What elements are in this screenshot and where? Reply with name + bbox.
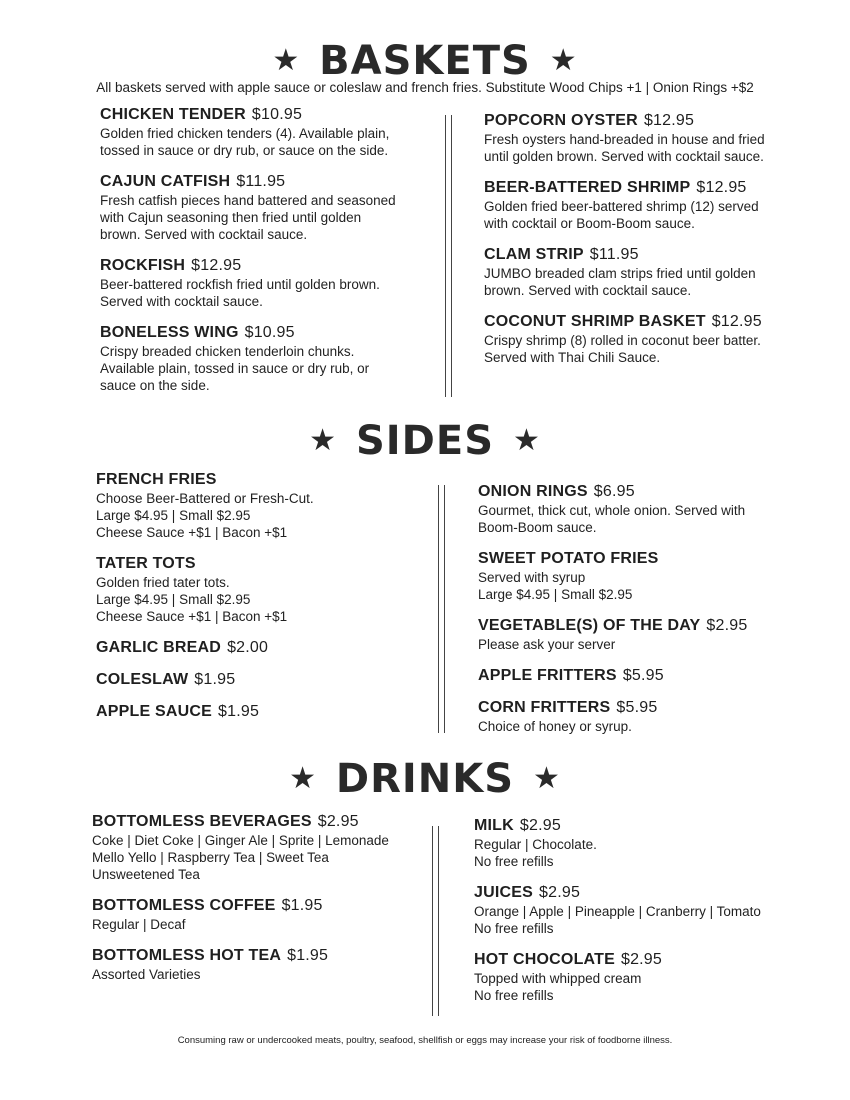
menu-item (96, 671, 436, 689)
menu-item (96, 703, 436, 721)
menu-item-header (96, 703, 436, 721)
menu-item-price: $11.95 (236, 173, 286, 190)
menu-item-name: BOTTOMLESS COFFEE (92, 897, 276, 914)
sides-heading (0, 418, 850, 464)
menu-item-header (484, 313, 824, 331)
sides-right-column (478, 483, 818, 749)
menu-item (484, 112, 824, 165)
star-icon: ★ (272, 43, 301, 78)
star-icon: ★ (533, 761, 561, 796)
menu-item-name: COLESLAW (96, 671, 189, 688)
menu-item-description: Fresh catfish pieces hand battered and seasoned with Cajun seasoning then fried until golden brown. Served with cocktail sauce. (100, 193, 396, 242)
menu-item (474, 817, 814, 870)
drinks-heading (0, 756, 850, 802)
menu-item-description: Golden fried chicken tenders (4). Available plain, tossed in sauce or dry rub, or sauce on the side. (100, 126, 390, 158)
menu-item-price: $2.00 (227, 639, 269, 656)
menu-item-header (96, 671, 436, 689)
menu-item-description: Coke | Diet Coke | Ginger Ale | Sprite | Lemonade Mello Yello | Raspberry Tea | Sweet Tea Unsweetened Tea (92, 833, 389, 882)
menu-item-name: FRENCH FRIES (96, 471, 217, 488)
menu-item-description: Choose Beer-Battered or Fresh-Cut. Large $4.95 | Small $2.95 Cheese Sauce +$1 | Bacon +$1 (96, 491, 314, 540)
menu-item-price: $11.95 (589, 246, 639, 263)
menu-item-description: Golden fried tater tots. Large $4.95 | Small $2.95 Cheese Sauce +$1 | Bacon +$1 (96, 575, 288, 624)
menu-item-price: $5.95 (616, 699, 658, 716)
menu-item (474, 884, 814, 937)
menu-item-price: $1.95 (287, 947, 329, 964)
menu-item-header (100, 324, 440, 342)
menu-item-header (92, 947, 432, 965)
menu-item-name: VEGETABLE(S) OF THE DAY (478, 617, 701, 634)
menu-item-name: APPLE SAUCE (96, 703, 212, 720)
menu-item-header (478, 617, 818, 635)
menu-item-name: ONION RINGS (478, 483, 588, 500)
menu-item-name: APPLE FRITTERS (478, 667, 617, 684)
sides-left-column (96, 471, 436, 735)
menu-item (478, 483, 818, 536)
menu-item-header (96, 555, 436, 573)
menu-item-price: $2.95 (706, 617, 748, 634)
menu-item (100, 324, 440, 394)
menu-item-price: $1.95 (194, 671, 236, 688)
star-icon: ★ (309, 423, 338, 458)
menu-item-header (484, 112, 824, 130)
menu-item-description: Served with syrup Large $4.95 | Small $2.95 (478, 570, 633, 602)
menu-item-name: CORN FRITTERS (478, 699, 611, 716)
food-safety-footnote: Consuming raw or undercooked meats, poultry, seafood, shellfish or eggs may increase your risk of foodborne illness. (177, 1035, 673, 1046)
menu-item (92, 897, 432, 933)
menu-item-description: Crispy shrimp (8) rolled in coconut beer batter. Served with Thai Chili Sauce. (484, 333, 761, 365)
menu-item-price: $2.95 (620, 951, 663, 968)
menu-item-price: $5.95 (622, 667, 664, 684)
menu-item-header (484, 246, 824, 264)
menu-item (484, 179, 824, 232)
menu-item-name: CHICKEN TENDER (100, 106, 246, 123)
menu-item-description: Please ask your server (478, 637, 616, 652)
menu-item-name: BOTTOMLESS BEVERAGES (92, 813, 312, 830)
menu-item-name: BEER-BATTERED SHRIMP (484, 179, 691, 196)
menu-item (96, 639, 436, 657)
menu-item-header (478, 699, 818, 717)
column-divider (438, 485, 445, 733)
menu-item-description: Regular | Decaf (92, 917, 186, 932)
menu-item (96, 555, 436, 625)
column-divider (445, 115, 452, 397)
menu-item-price: $10.95 (251, 106, 303, 123)
menu-item-price: $6.95 (593, 483, 635, 500)
star-icon: ★ (512, 423, 541, 458)
menu-item-description: Orange | Apple | Pineapple | Cranberry | Tomato No free refills (474, 904, 761, 936)
menu-item-description: Beer-battered rockfish fried until golden brown. Served with cocktail sauce. (100, 277, 380, 309)
menu-item-description: JUMBO breaded clam strips fried until golden brown. Served with cocktail sauce. (484, 266, 756, 298)
menu-item-name: JUICES (474, 884, 533, 901)
star-icon: ★ (549, 43, 578, 78)
menu-item-price: $2.95 (539, 884, 581, 901)
menu-item-price: $2.95 (317, 813, 359, 830)
menu-item-header (100, 173, 440, 191)
menu-item-price: $12.95 (643, 112, 695, 129)
menu-item-name: BOTTOMLESS HOT TEA (92, 947, 282, 964)
drinks-title: DRINKS (335, 756, 515, 802)
menu-item-description: Crispy breaded chicken tenderloin chunks. Available plain, tossed in sauce or dry rub, or sauce on the side. (100, 344, 370, 393)
menu-item-description: Choice of honey or syrup. (478, 719, 632, 734)
menu-item-name: MILK (474, 817, 514, 834)
menu-item-header (100, 106, 440, 124)
menu-item-name: CAJUN CATFISH (100, 173, 231, 190)
menu-item-name: COCONUT SHRIMP BASKET (484, 313, 706, 330)
menu-item-name: ROCKFISH (100, 257, 186, 274)
menu-item-header (478, 483, 818, 501)
menu-item (478, 667, 818, 685)
menu-item-description: Regular | Chocolate. No free refills (474, 837, 597, 869)
menu-item-name: GARLIC BREAD (96, 639, 222, 656)
baskets-heading (0, 38, 850, 84)
menu-item-header (96, 639, 436, 657)
menu-item-description: Topped with whipped cream No free refills (474, 971, 642, 1003)
menu-item-price: $10.95 (244, 324, 295, 341)
menu-item-description: Fresh oysters hand-breaded in house and fried until golden brown. Served with cocktail sauce. (484, 132, 765, 164)
menu-item-name: SWEET POTATO FRIES (478, 550, 659, 567)
baskets-title: BASKETS (319, 38, 531, 84)
menu-item-description: Assorted Varieties (92, 967, 201, 982)
baskets-right-column (484, 112, 824, 380)
menu-item-price: $2.95 (519, 817, 561, 834)
menu-item-header (96, 471, 436, 489)
menu-item (474, 951, 814, 1004)
menu-item-description: Golden fried beer-battered shrimp (12) served with cocktail or Boom-Boom sauce. (484, 199, 759, 231)
menu-item-name: CLAM STRIP (484, 246, 584, 263)
menu-item (478, 699, 818, 735)
menu-item-name: TATER TOTS (96, 555, 196, 572)
menu-item-header (478, 550, 818, 568)
baskets-subtitle: All baskets served with apple sauce or coleslaw and french fries. Substitute Wood Chips +1 | Onion Rings +$2 (96, 80, 754, 95)
drinks-right-column (474, 817, 814, 1018)
menu-item (484, 313, 824, 366)
menu-item-header (92, 897, 432, 915)
menu-item (92, 947, 432, 983)
menu-item (100, 257, 440, 310)
menu-item-name: BONELESS WING (100, 324, 239, 341)
menu-item-header (474, 951, 814, 969)
menu-item (92, 813, 432, 883)
menu-item-name: POPCORN OYSTER (484, 112, 638, 129)
menu-item-name: HOT CHOCOLATE (474, 951, 615, 968)
menu-item-header (92, 813, 432, 831)
menu-item (478, 617, 818, 653)
menu-item (100, 173, 440, 243)
star-icon: ★ (289, 761, 317, 796)
baskets-left-column (100, 106, 440, 408)
menu-item-price: $1.95 (218, 703, 260, 720)
menu-item-price: $12.95 (191, 257, 242, 274)
menu-item-header (474, 884, 814, 902)
menu-item-header (100, 257, 440, 275)
menu-item-price: $1.95 (281, 897, 323, 914)
menu-item-price: $12.95 (711, 313, 762, 330)
sides-title: SIDES (355, 418, 495, 464)
menu-item-header (478, 667, 818, 685)
menu-item (484, 246, 824, 299)
menu-item (478, 550, 818, 603)
menu-item (96, 471, 436, 541)
menu-item (100, 106, 440, 159)
column-divider (432, 826, 439, 1016)
menu-item-header (484, 179, 824, 197)
menu-item-price: $12.95 (696, 179, 747, 196)
menu-item-header (474, 817, 814, 835)
drinks-left-column (92, 813, 432, 997)
menu-item-description: Gourmet, thick cut, whole onion. Served with Boom-Boom sauce. (478, 503, 746, 535)
